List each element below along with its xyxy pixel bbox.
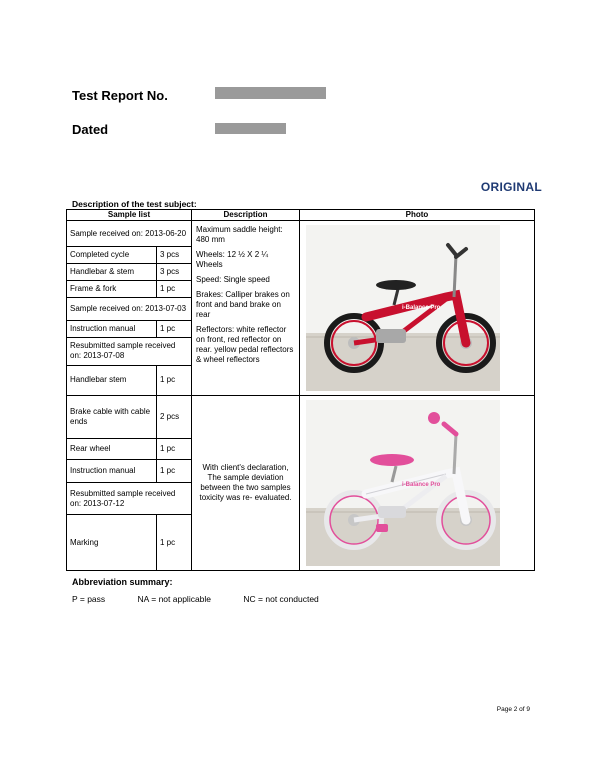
sample-item: Sample received on: 2013-07-03 [67,298,192,320]
white-bicycle-photo [306,400,500,566]
description-cell-1 [192,221,300,396]
original-stamp: ORIGINAL [480,180,542,194]
dated-label: Dated [72,122,109,137]
sample-qty: 1 pc [157,438,192,459]
sample-item: Frame & fork [67,281,157,298]
description-line: Brakes: Calliper brakes on front and band brake on rear [196,290,290,319]
page-number: Page 2 of 9 [496,706,530,713]
description-cell-2: With client's declaration, The sample deviation between the two samples toxicity was re- evaluated. [192,396,300,571]
abbreviation-item: P = pass [72,594,106,604]
table-row [67,396,535,439]
abbreviation-item: NC = not conducted [243,594,319,604]
sample-qty: 1 pc [157,515,192,571]
sample-item: Completed cycle [67,247,157,264]
sample-qty: 1 pc [157,460,192,483]
table-header-row [67,210,535,221]
sample-item: Instruction manual [67,320,157,337]
sample-item: Resubmitted sample received on: 2013-07-12 [67,483,192,515]
header-photo: Photo [300,210,535,221]
abbreviation-title: Abbreviation summary: [72,577,173,587]
header-description: Description [192,210,300,221]
svg-text:i-Balance Pro: i-Balance Pro [402,305,441,311]
sample-item: Brake cable with cable ends [67,396,157,439]
sample-qty: 1 pc [157,365,192,395]
sample-qty: 3 pcs [157,247,192,264]
photo-cell-1 [300,221,535,396]
sample-qty: 1 pc [157,281,192,298]
report-no-label: Test Report No. [72,88,168,103]
svg-text:i-Balance Pro: i-Balance Pro [402,482,441,488]
description-line: Wheels: 12 ½ X 2 ¼ Wheels [196,250,269,269]
sample-item: Resubmitted sample received on: 2013-07-08 [67,337,192,365]
header-sample-list: Sample list [67,210,192,221]
sample-item: Handlebar stem [67,365,157,395]
sample-item: Handlebar & stem [67,264,157,281]
section-title: Description of the test subject: [72,199,197,209]
sample-qty: 1 pc [157,320,192,337]
sample-qty: 2 pcs [157,396,192,439]
sample-qty: 3 pcs [157,264,192,281]
sample-item: Rear wheel [67,438,157,459]
redacted-report-number [215,87,326,99]
sample-item: Instruction manual [67,460,157,483]
table-row [67,221,535,247]
abbreviation-item: NA = not applicable [137,594,212,604]
abbreviation-list [72,594,349,604]
red-bicycle-photo [306,225,500,391]
description-line: Reflectors: white reflector on front, red reflector on rear. yellow pedal reflectors & wheel reflectors [196,325,294,364]
redacted-date [215,123,286,134]
description-line: Maximum saddle height: 480 mm [196,225,283,244]
description-line: Speed: Single speed [196,275,270,284]
sample-item: Sample received on: 2013-06-20 [67,221,192,247]
sample-item: Marking [67,515,157,571]
photo-cell-2 [300,396,535,571]
test-subject-table [66,209,535,571]
